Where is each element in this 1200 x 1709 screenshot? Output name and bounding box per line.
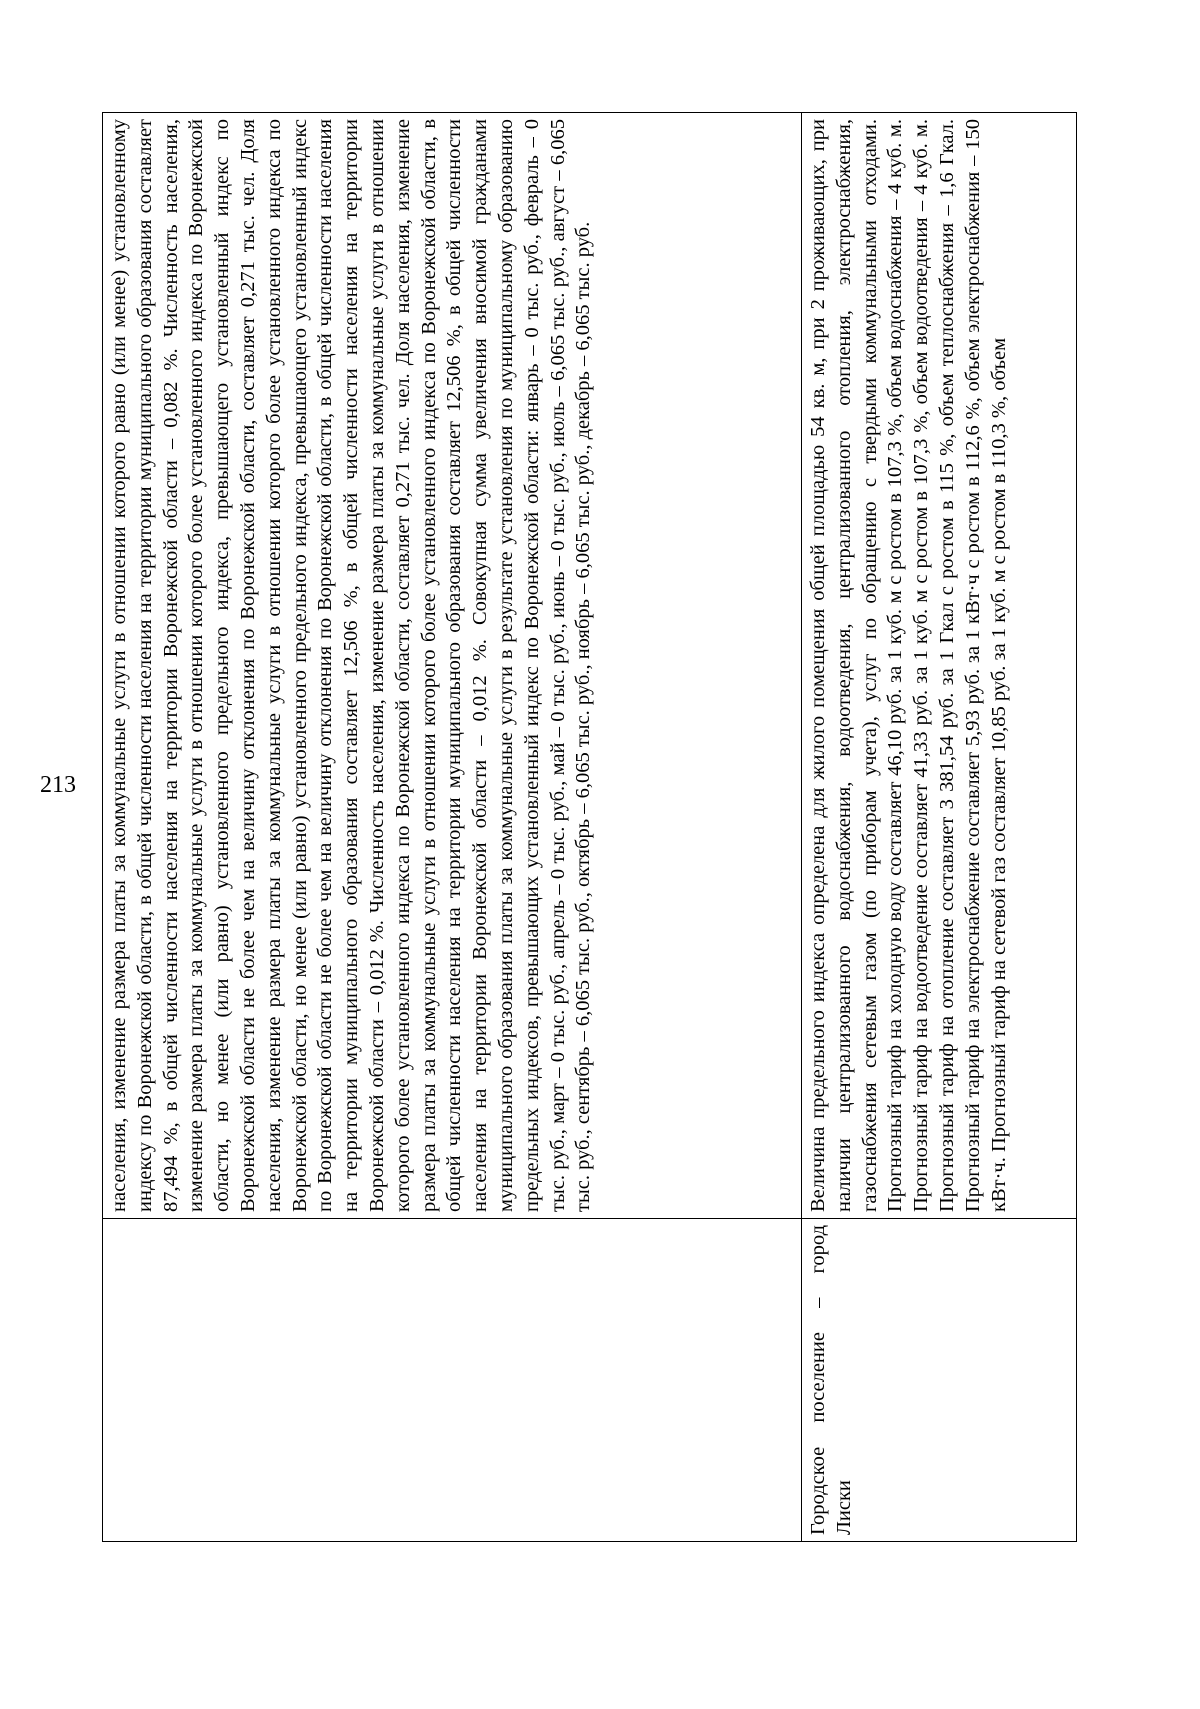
municipality-cell [103, 1219, 802, 1542]
description-cell: населения, изменение размера платы за коммунальные услуги в отношении которого равно (или менее) установленному индексу по Воронежской области, в общей численности населения на территории муниципального образования составляет 87,494 %, в общей численности населения на территории Воронежской области – 0,082 %. Численность населения, изменение размера платы за коммунальные услуги в отношении которого более установленного индекса по Воронежской области, но менее (или равно) установленного предельного индекса, превышающего установленный индекс по Воронежской области не более чем на величину отклонения по Воронежской области, составляет 0,271 тыс. чел. Доля населения, изменение размера платы за коммунальные услуги в отношении которого более установленного индекса по Воронежской области, но менее (или равно) установленного предельного индекса, превышающего установленный индекс по Воронежской области не более чем на величину отклонения по Воронежской области, в общей численности населения на территории муниципального образования составляет 12,506 %, в общей численности населения на территории Воронежской области – 0,012 %. Численность населения, изменение размера платы за коммунальные услуги в отношении которого более установленного индекса по Воронежской области, составляет 0,271 тыс. чел. Доля населения, изменение размера платы за коммунальные услуги в отношении которого более установленного индекса по Воронежской области, в общей численности населения на территории муниципального образования составляет 12,506 %, в общей численности населения на территории Воронежской области – 0,012 %. Совокупная сумма увеличения вносимой гражданами муниципального образования платы за коммунальные услуги в результате установления по муниципальному образованию предельных индексов, превышающих установленный индекс по Воронежской области: январь – 0 тыс. руб., февраль – 0 тыс. руб., март – 0 тыс. руб., апрель – 0 тыс. руб., май – 0 тыс. руб., июнь – 0 тыс. руб., июль – 6,065 тыс. руб., август – 6,065 тыс. руб., сентябрь – 6,065 тыс. руб., октябрь – 6,065 тыс. руб., ноябрь – 6,065 тыс. руб., декабрь – 6,065 тыс. руб. [103, 113, 802, 1219]
document-table [102, 112, 1077, 1542]
page-number: 213 [40, 772, 76, 798]
rotated-table-container [102, 112, 1068, 1542]
table-row [802, 113, 1077, 1542]
table-row [103, 113, 802, 1542]
municipality-cell: Городское поселение – город Лиски [802, 1219, 1077, 1542]
description-cell: Величина предельного индекса определена для жилого помещения общей площадью 54 кв. м, при 2 проживающих, при наличии централизованного водоснабжения, водоотведения, централизованного отопления, электроснабжения, газоснабжения сетевым газом (по приборам учета), услуг по обращению с твердыми коммунальными отходами. Прогнозный тариф на холодную воду составляет 46,10 руб. за 1 куб. м с ростом в 107,3 %, объем водоснабжения – 4 куб. м. Прогнозный тариф на водоотведение составляет 41,33 руб. за 1 куб. м с ростом в 107,3 %, объем водоотведения – 4 куб. м. Прогнозный тариф на отопление составляет 3 381,54 руб. за 1 Гкал с ростом в 115 %, объем теплоснабжения – 1,6 Гкал. Прогнозный тариф на электроснабжение составляет 5,93 руб. за 1 кВт·ч с ростом в 112,6 %, объем электроснабжения – 150 кВт·ч. Прогнозный тариф на сетевой газ составляет 10,85 руб. за 1 куб. м с ростом в 110,3 %, объем [802, 113, 1077, 1219]
